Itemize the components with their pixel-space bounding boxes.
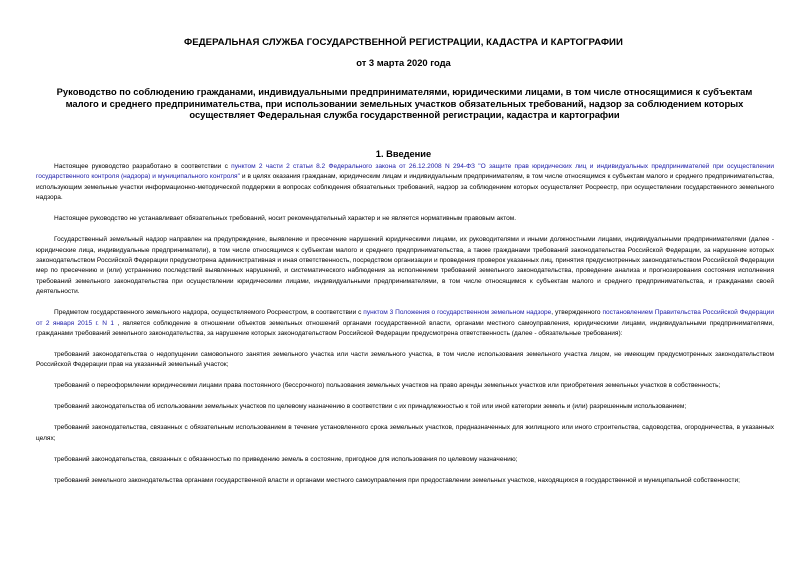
- document-title: Руководство по соблюдению гражданами, индивидуальными предпринимателями, юридическими лицами, в том числе относящимися к субъектам малого и среднего предпринимательства, при использовании земельных участков обязательных требований, надзор за соблюдением которых осуществляет Федеральная служба государственной регистрации, кадастра и картографии: [56, 86, 753, 121]
- regulation-link[interactable]: пунктом 3 Положения о государственном земельном надзоре: [363, 309, 552, 317]
- paragraph-text: Предметом государственного земельного надзора, осуществляемого Росреестром, в соответствии с: [54, 309, 364, 317]
- paragraph-text: , является соблюдение в отношении объектов земельных отношений органами государственной власти, органами местного самоуправления, юридическими лицами, индивидуальными предпринимателями, гражданами требований земельного законодательства, за нарушение которых законодательством Российской Федерации предусмотрена ответственность (далее - обязательные требования):: [36, 319, 775, 338]
- agency-heading: ФЕДЕРАЛЬНАЯ СЛУЖБА ГОСУДАРСТВЕННОЙ РЕГИСТРАЦИИ, КАДАСТРА И КАРТОГРАФИИ: [184, 37, 623, 48]
- decree-link[interactable]: постановлением Правительства Российской Федерации от 2 января 2015 г. N 1: [36, 309, 774, 327]
- paragraph: требований законодательства об использовании земельных участков по целевому назначению в соответствии с их принадлежностью к той или иной категории земель и (или) разрешенным использованием;: [54, 403, 687, 411]
- law-link[interactable]: пунктом 2 части 2 статьи 8.2 Федерального закона от 26.12.2008 N 294-ФЗ "О защите прав юридических лиц и индивидуальных предпринимателей при осуществлении государственного контроля (надзора) и муниципального контроля": [36, 163, 775, 181]
- paragraph: требований земельного законодательства органами государственной власти и органами местного самоуправления при предоставлении земельных участков, находящихся в государственной и муниципальной собственности;: [54, 476, 740, 484]
- paragraph: требований законодательства, связанных с обязательным использованием в течение установленного срока земельных участков, предназначенных для жилищного или иного строительства, садоводства, огородничества, в указанных целях;: [36, 424, 774, 442]
- paragraph-text: и в целях оказания гражданам, юридическим лицам и индивидуальным предпринимателям, в том числе относящимся к субъектам малого и среднего предпринимательства, использующим земельные участки информационно-методической поддержки в вопросах соблюдения обязательных требований, надзор за соблюдением которых осуществляет Росреестр, при осуществлении государственного земельного надзора.: [36, 173, 775, 202]
- paragraph: Настоящее руководство не устанавливает обязательных требований, носит рекомендательный характер и не является нормативным правовым актом.: [54, 215, 517, 223]
- paragraph: [36, 308, 774, 339]
- paragraph: требований законодательства, связанных с обязанностью по приведению земель в состояние, пригодное для использования по целевому назначению;: [54, 455, 518, 463]
- paragraph: Государственный земельный надзор направлен на предупреждение, выявление и пресечение нарушений юридическими лицами, их руководителями и иными должностными лицами, индивидуальными предпринимателями (далее - юридические лица, индивидуальные предприниматели), в том числе относящимся к субъектам малого и среднего предпринимательства, а также гражданами требований законодательства Российской Федерации, за нарушение которых законодательством Российской Федерации предусмотрена административная и иная ответственность, посредством организации и проведения проверок указанных лиц, принятия предусмотренных законодательством Российской Федерации мер по пресечению и (или) устранению последствий выявленных нарушений, и систематического наблюдения за исполнением требований земельного законодательства, проведение анализа и прогнозирования состояния исполнения требований земельного законодательства при осуществлении юридическими лицами, индивидуальными предпринимателями, в том числе относящимся к субъектам малого и среднего предпринимательства, и гражданами своей деятельности.: [36, 236, 774, 296]
- paragraph: требований о переоформлении юридическими лицами права постоянного (бессрочного) пользования земельных участков на право аренды земельных участков или приобретения земельных участков в собственность;: [54, 382, 721, 390]
- paragraph: [36, 162, 774, 204]
- paragraph: требований законодательства о недопущении самовольного занятия земельного участка или части земельного участка, в том числе использования земельного участка лицом, не имеющим предусмотренных законодательством Российской Федерации прав на указанный земельный участок;: [36, 351, 774, 369]
- section-heading: 1. Введение: [375, 149, 432, 159]
- paragraph-text: Настоящее руководство разработано в соответствии с: [54, 163, 232, 170]
- paragraph-text: , утвержденного: [551, 309, 603, 317]
- document-body: [36, 162, 774, 497]
- document-date: от 3 марта 2020 года: [356, 57, 451, 68]
